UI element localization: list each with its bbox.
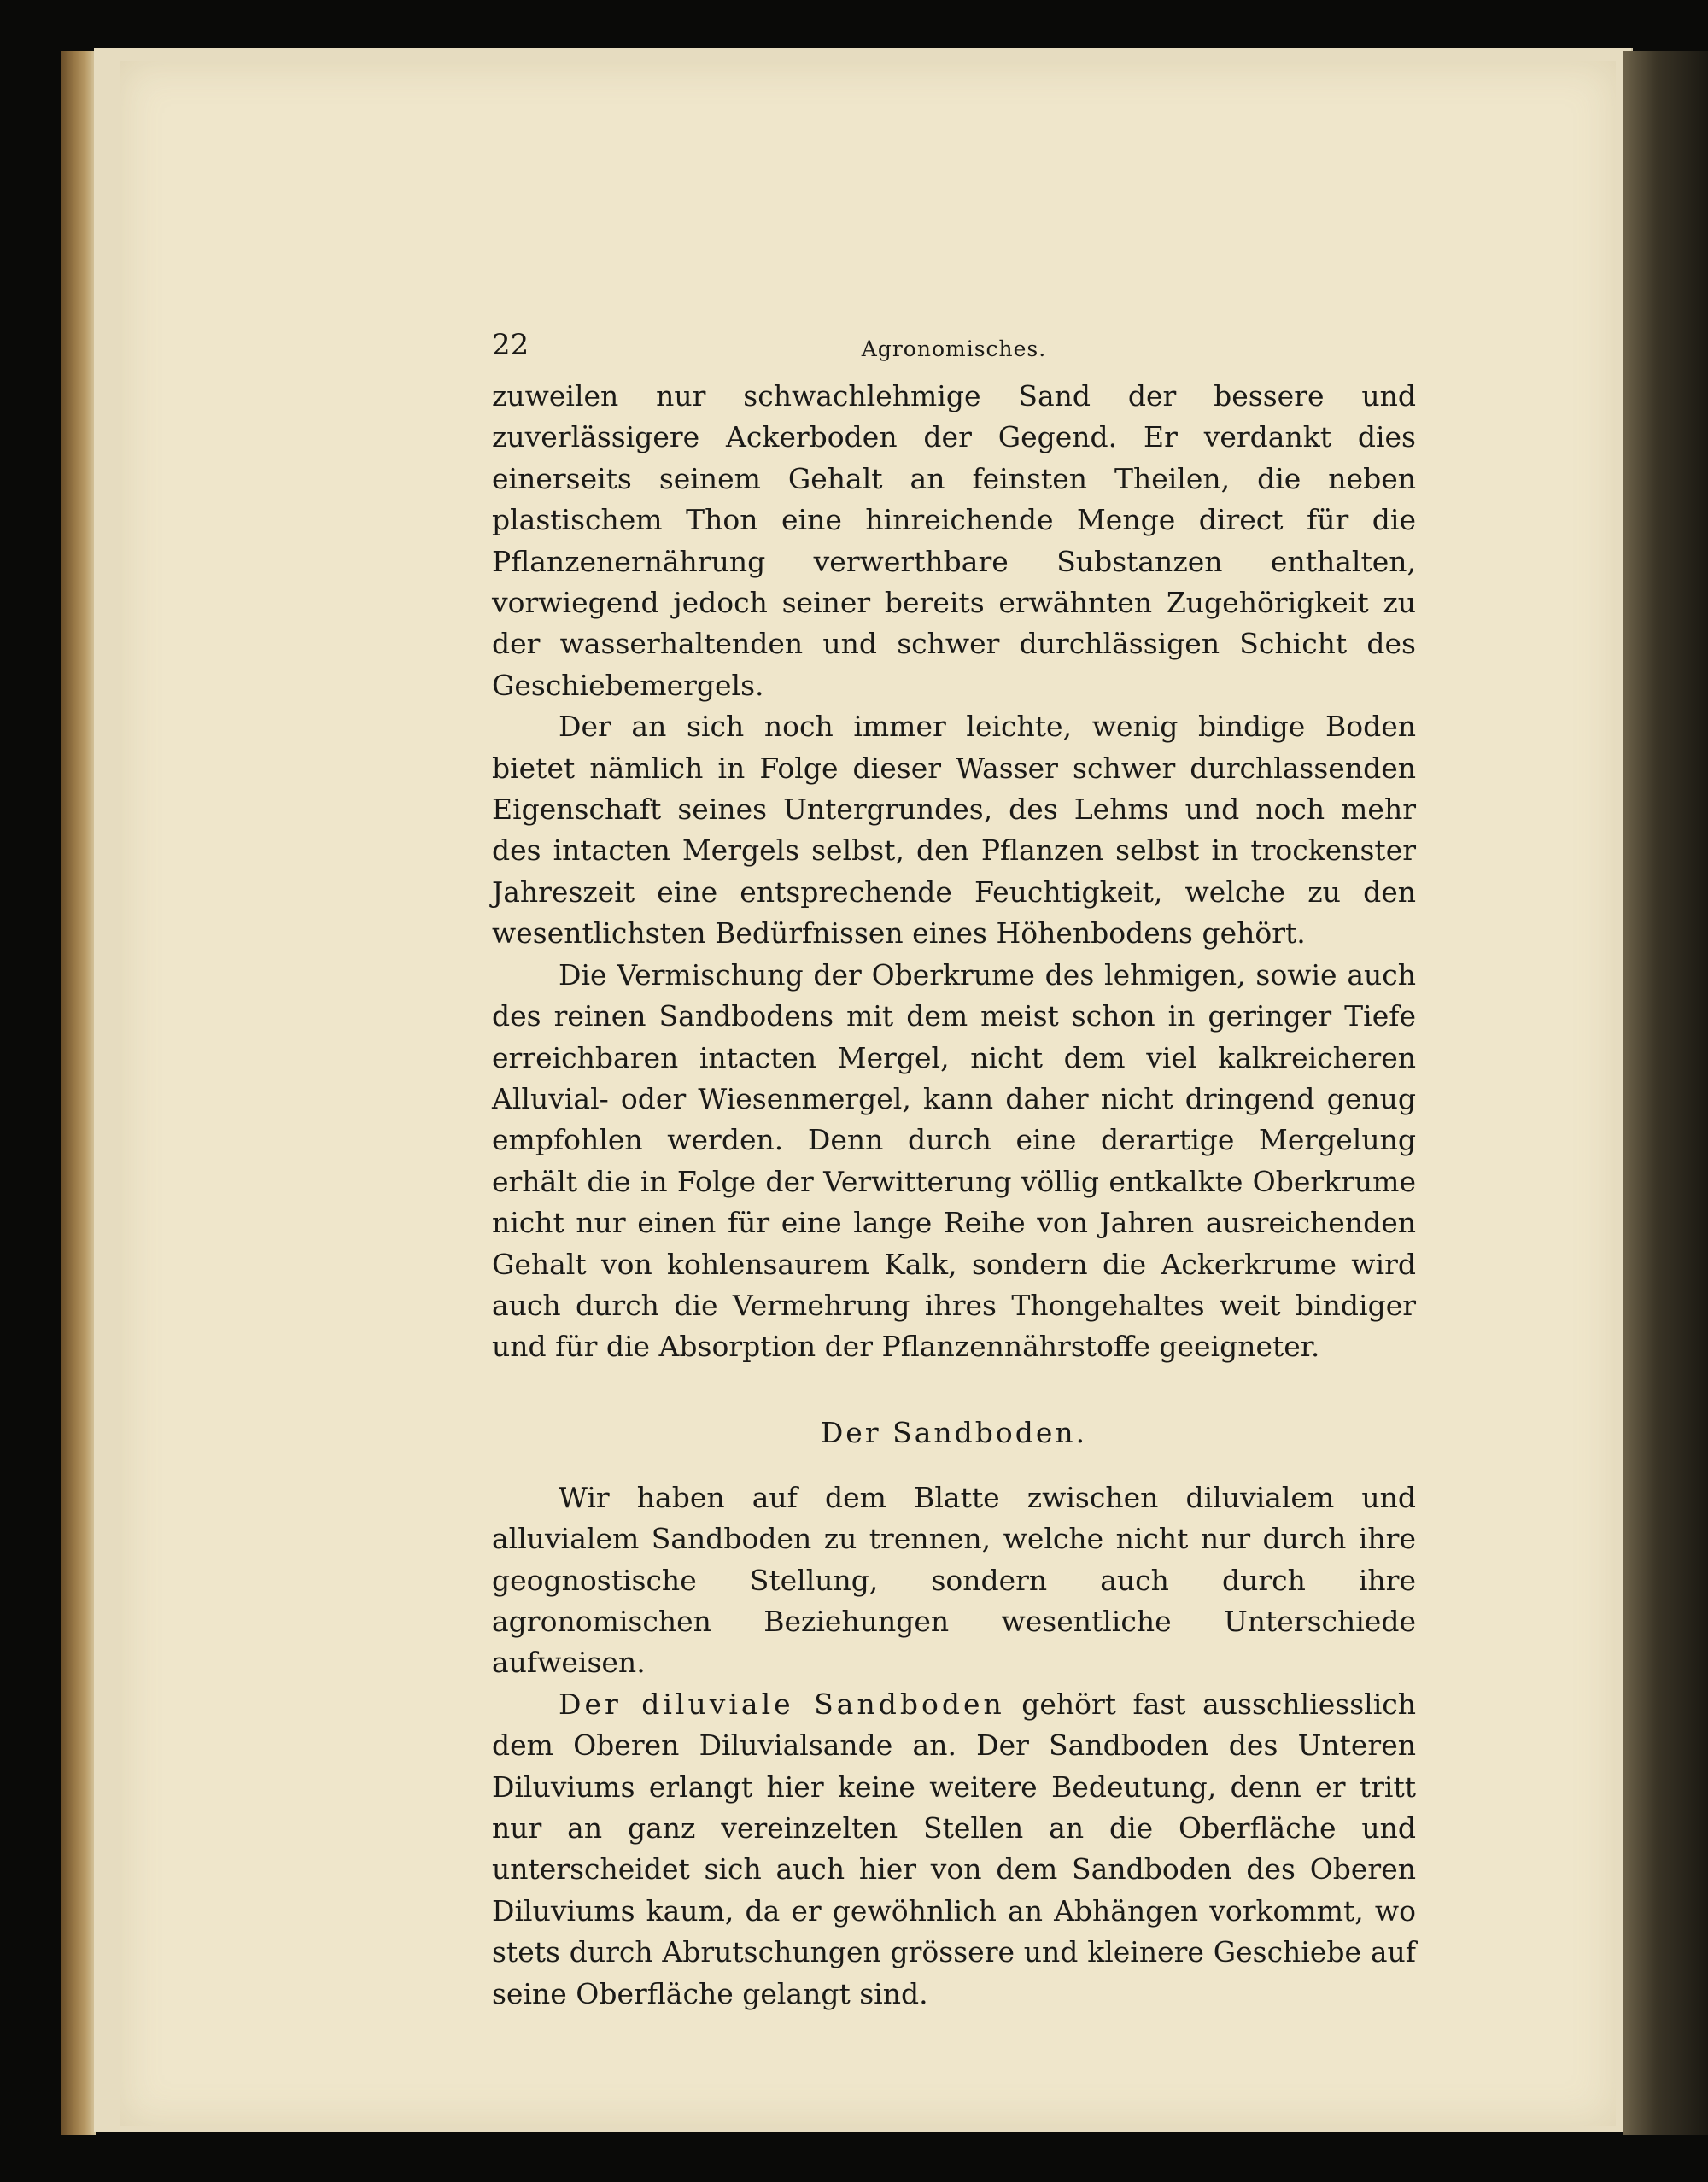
text-block bbox=[492, 325, 1416, 2015]
running-title: Agronomisches. bbox=[861, 336, 1047, 361]
paragraph-1: zuweilen nur schwachlehmige Sand der bessere und zuverlässigere Ackerboden der Gegend. Er verdankt dies einerseits seinem Gehalt an feinsten Theilen, die neben plastischem Thon eine hinreichende Menge direct für die Pflanzenernährung verwerthbare Substanzen enthalten, vorwiegend jedoch seiner bereits erwähnten Zugehörigkeit zu der wasserhaltenden und schwer durchlässigen Schicht des Geschiebemergels. bbox=[492, 379, 1416, 702]
paragraph-2: Der an sich noch immer leichte, wenig bindige Boden bietet nämlich in Folge dieser Wasser schwer durchlassenden Eigenschaft seines Untergrundes, des Lehms und noch mehr des intacten Mergels selbst, den Pflanzen selbst in trockenster Jahreszeit eine entsprechende Feuchtigkeit, welche zu den wesentlichsten Bedürfnissen eines Höhenbodens gehört. bbox=[492, 710, 1416, 951]
running-head bbox=[492, 325, 1416, 376]
section-heading: Der Sandboden. bbox=[820, 1415, 1088, 1449]
spaced-term: Der diluviale Sandboden bbox=[559, 1687, 1005, 1721]
paragraph-3: Die Vermischung der Oberkrume des lehmigen, sowie auch des reinen Sandbodens mit dem meist schon in geringer Tiefe erreichbaren intacten Mergel, nicht dem viel kalkreicheren Alluvial- oder Wiesenmergel, kann daher nicht dringend genug empfohlen werden. Denn durch eine derartige Mergelung erhält die in Folge der Verwitterung völlig entkalkte Oberkrume nicht nur einen für eine lange Reihe von Jahren ausreichenden Gehalt von kohlensaurem Kalk, sondern die Ackerkrume wird auch durch die Vermehrung ihres Thongehaltes weit bindiger und für die Absorption der Pflanzennährstoffe geeigneter. bbox=[492, 957, 1416, 1364]
section-paragraph-1: Wir haben auf dem Blatte zwischen diluvialem und alluvialem Sandboden zu trennen, welche nicht nur durch ihre geognostische Stellung, sondern auch durch ihre agronomischen Beziehungen wesentliche Unterschiede aufweisen. bbox=[492, 1480, 1416, 1680]
section-paragraph-2-text: gehört fast ausschliesslich dem Oberen Diluvialsande an. Der Sandboden des Unteren Diluviums erlangt hier keine weitere Bedeutung, denn er tritt nur an ganz vereinzelten Stellen an die Oberfläche und unterscheidet sich auch hier von dem Sandboden des Oberen Diluviums kaum, da er gewöhnlich an Abhängen vorkommt, wo stets durch Abrutschungen grössere und kleinere Geschiebe auf seine Oberfläche gelangt sind. bbox=[492, 1687, 1416, 2010]
book-spine-edge bbox=[61, 51, 96, 2135]
page-number: 22 bbox=[492, 328, 529, 362]
facing-page-shadow bbox=[1623, 51, 1708, 2135]
section-paragraph-2 bbox=[492, 1684, 1416, 2015]
